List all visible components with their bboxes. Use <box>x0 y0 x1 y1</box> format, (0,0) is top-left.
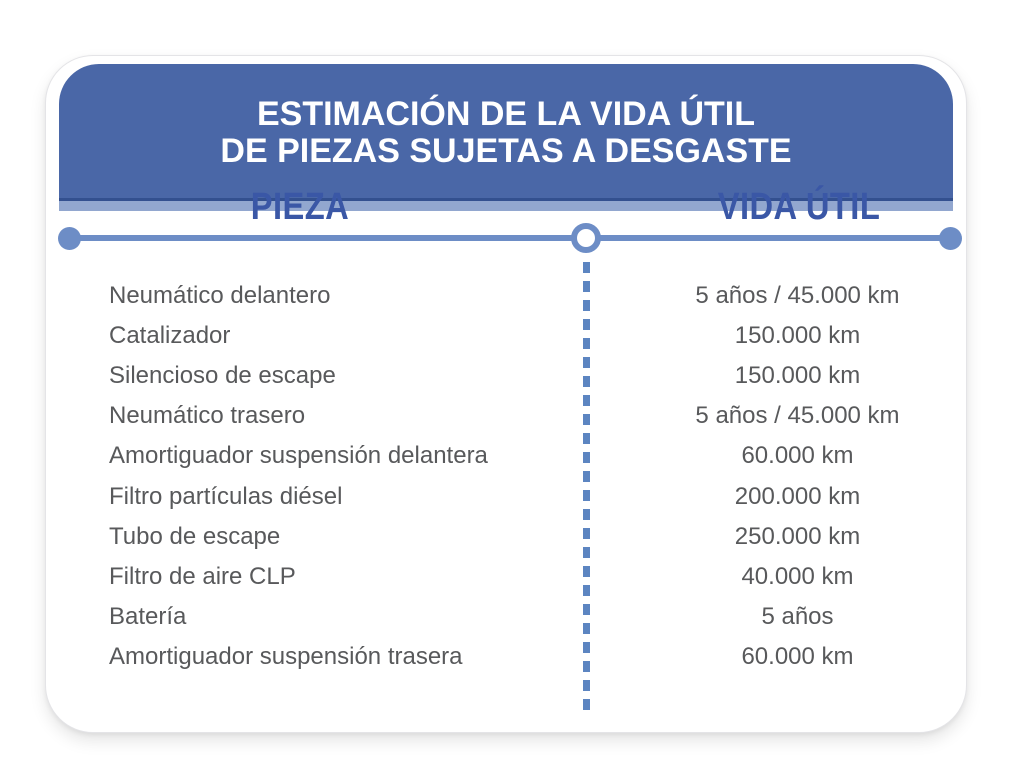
vida-util-cell: 150.000 km <box>734 362 861 390</box>
card-title-line-2: DE PIEZAS SUJETAS A DESGASTE <box>220 131 792 170</box>
pieza-cell: Neumático trasero <box>109 402 306 430</box>
vida-util-cell: 200.000 km <box>734 482 861 510</box>
table-row <box>46 557 966 597</box>
table-row <box>46 637 966 677</box>
vida-util-cell: 40.000 km <box>741 562 854 590</box>
table-row <box>46 597 966 637</box>
pieza-cell: Filtro de aire CLP <box>109 562 296 590</box>
pieza-cell: Neumático delantero <box>109 282 331 310</box>
table-row <box>46 356 966 396</box>
line-center-ring <box>571 223 601 253</box>
pieza-cell: Catalizador <box>109 322 231 350</box>
table-row <box>46 316 966 356</box>
vida-util-cell: 150.000 km <box>734 322 861 350</box>
pieza-cell: Amortiguador suspensión delantera <box>109 442 488 470</box>
table-row <box>46 436 966 476</box>
table-row <box>46 276 966 316</box>
wear-parts-card <box>45 55 967 733</box>
pieza-cell: Filtro partículas diésel <box>109 482 343 510</box>
table-row <box>46 517 966 557</box>
line-end-dot-left <box>58 227 81 250</box>
timeline-connector-line <box>61 235 953 241</box>
card-title-line-1: ESTIMACIÓN DE LA VIDA ÚTIL <box>256 94 756 133</box>
pieza-cell: Tubo de escape <box>109 522 281 550</box>
pieza-cell: Batería <box>109 602 187 630</box>
vida-util-cell: 60.000 km <box>741 642 854 670</box>
table-row <box>46 396 966 436</box>
vida-util-cell: 5 años / 45.000 km <box>695 402 900 430</box>
parts-table-body <box>46 276 966 677</box>
column-header-vida-util: VIDA ÚTIL <box>717 186 881 228</box>
vida-util-cell: 250.000 km <box>734 522 861 550</box>
pieza-cell: Silencioso de escape <box>109 362 336 390</box>
pieza-cell: Amortiguador suspensión trasera <box>109 642 463 670</box>
vida-util-cell: 60.000 km <box>741 442 854 470</box>
vida-util-cell: 5 años / 45.000 km <box>695 282 900 310</box>
line-end-dot-right <box>939 227 962 250</box>
column-header-pieza: PIEZA <box>250 186 350 228</box>
table-row <box>46 476 966 516</box>
vida-util-cell: 5 años <box>761 602 834 630</box>
